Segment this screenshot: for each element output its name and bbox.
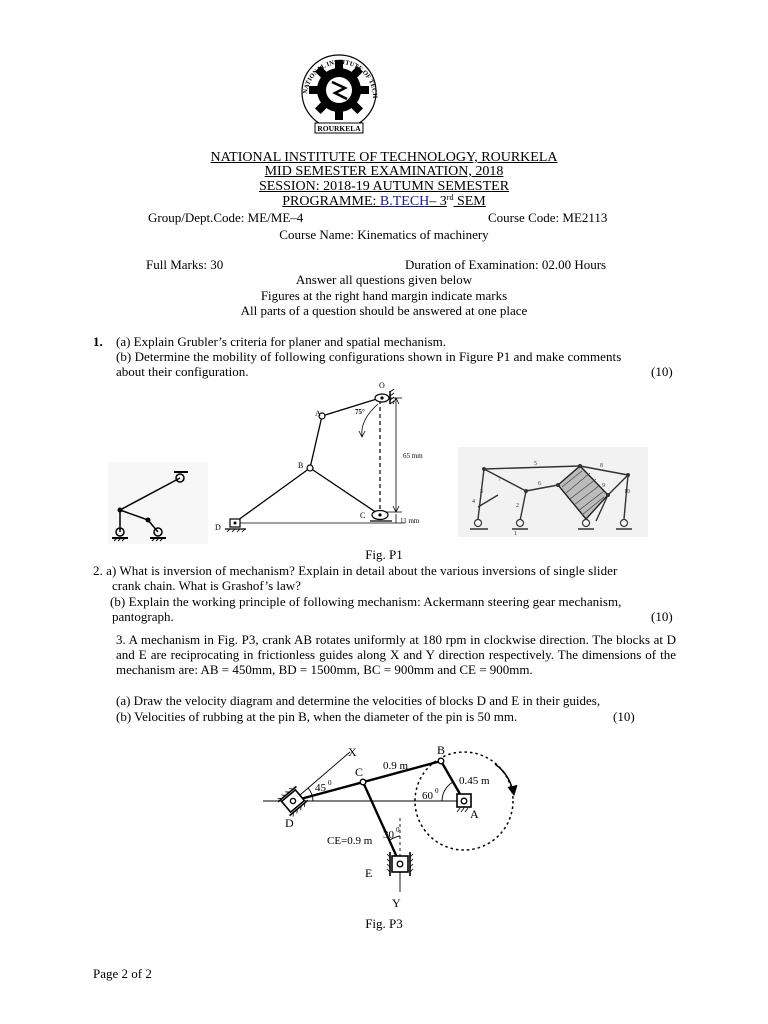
fig-p1-num-2: 2 bbox=[516, 503, 519, 509]
q2-part-a-line2: crank chain. What is Grashof’s law? bbox=[112, 578, 301, 593]
fig-p1-num-10: 10 bbox=[624, 489, 630, 495]
programme-link[interactable]: B.TECH bbox=[379, 194, 430, 209]
fig-p3-angle45: 45 bbox=[315, 782, 326, 794]
q3-part-b: (b) Velocities of rubbing at the pin B, when the diameter of the pin is 50 mm. bbox=[116, 709, 518, 724]
fig-p3-angle30: 30 bbox=[383, 829, 394, 841]
fig-p3-label-y: Y bbox=[392, 896, 401, 910]
fig-p3-bc-label: 0.9 m bbox=[383, 760, 409, 772]
logo-arc-text: NATIONAL INSTITUTE OF TECHNOLOGY bbox=[292, 47, 379, 99]
course-code: Course Code: ME2113 bbox=[488, 210, 608, 225]
group-code: Group/Dept.Code: ME/ME–4 bbox=[148, 210, 304, 225]
q1-number: 1. bbox=[93, 334, 103, 349]
fig-p3-caption: Fig. P3 bbox=[365, 916, 403, 931]
exam-duration: Duration of Examination: 02.00 Hours bbox=[405, 257, 607, 272]
session-line: SESSION: 2018-19 AUTUMN SEMESTER bbox=[258, 179, 510, 194]
programme-suffix: SEM bbox=[453, 194, 486, 209]
fig-p1-num-5: 5 bbox=[534, 461, 537, 467]
fig-p3-ab-label: 0.45 m bbox=[459, 775, 490, 787]
instruction-1: Answer all questions given below bbox=[295, 272, 473, 287]
q2-part-a-line1: 2. a) What is inversion of mechanism? Explain in detail about the various inversions of single slider bbox=[93, 563, 618, 578]
full-marks: Full Marks: 30 bbox=[146, 257, 224, 272]
q2-marks: (10) bbox=[651, 609, 673, 624]
fig-p1-angle-label: 75° bbox=[355, 408, 365, 416]
exam-title: MID SEMESTER EXAMINATION, 2018 bbox=[264, 164, 504, 179]
q3-marks: (10) bbox=[613, 709, 635, 724]
q3-text: 3. A mechanism in Fig. P3, crank AB rotates uniformly at 180 rpm in clockwise direction. The blocks at D and E are reciprocating in frictionless guides along X and Y direction respectively. The dimensions of the mechanism are: AB = 450mm, BD = 1500mm, BC = 900mm and CE = 900mm. bbox=[116, 632, 676, 677]
institute-name: NATIONAL INSTITUTE OF TECHNOLOGY, ROURKELA bbox=[210, 150, 558, 165]
instruction-2: Figures at the right hand margin indicate marks bbox=[260, 288, 508, 303]
q3-part-a: (a) Draw the velocity diagram and determine the velocities of blocks D and E in their guides, bbox=[116, 693, 601, 708]
programme-sup: rd bbox=[446, 193, 454, 202]
programme-dash: – 3 bbox=[429, 194, 447, 209]
fig-p1-label-a: A bbox=[315, 409, 321, 418]
programme-prefix: PROGRAMME: bbox=[282, 194, 380, 209]
fig-p1-label-o: O bbox=[379, 381, 385, 390]
fig-p3-label-b: B bbox=[437, 743, 446, 757]
fig-p1-num-6: 6 bbox=[538, 481, 541, 487]
q1-marks: (10) bbox=[651, 364, 673, 379]
fig-p1-num-8: 8 bbox=[600, 463, 603, 469]
fig-p3-ce-label: CE=0.9 m bbox=[327, 835, 373, 847]
fig-p1-num-1: 1 bbox=[514, 531, 517, 537]
fig-p1-num-3: 3 bbox=[480, 489, 483, 495]
fig-p1-num-9: 9 bbox=[602, 483, 605, 489]
fig-p3-mechanism bbox=[255, 740, 545, 910]
instruction-3: All parts of a question should be answered at one place bbox=[240, 303, 528, 318]
course-name: Course Name: Kinematics of machinery bbox=[279, 227, 489, 242]
fig-p3-angle60: 60 bbox=[422, 790, 433, 802]
fig-p3-deg30: 0 bbox=[396, 826, 400, 834]
fig-p3-deg60: 0 bbox=[435, 787, 439, 795]
fig-p3-label-a: A bbox=[470, 807, 479, 821]
fig-p3-deg45: 0 bbox=[328, 779, 332, 787]
fig-p1-linkage bbox=[210, 380, 450, 540]
q1-part-a: (a) Explain Grubler’s criteria for planer and spatial mechanism. bbox=[116, 334, 447, 349]
logo-rourkela-text: ROURKELA bbox=[317, 124, 361, 133]
fig-p1-num-7: 7 bbox=[498, 477, 501, 483]
q2-part-b-line1: (b) Explain the working principle of following mechanism: Ackermann steering gear mechanism, bbox=[110, 594, 622, 609]
fig-p3-label-d: D bbox=[285, 816, 294, 830]
fig-p3-label-x: X bbox=[348, 745, 357, 759]
page-number: Page 2 of 2 bbox=[93, 966, 152, 981]
fig-p1-offset-label: 11 mm bbox=[400, 517, 420, 525]
fig-p1-label-c: C bbox=[360, 511, 366, 520]
institute-logo bbox=[292, 47, 385, 142]
fig-p1-multilink bbox=[458, 447, 648, 537]
q1-part-b-line1: (b) Determine the mobility of following configurations shown in Figure P1 and make comments bbox=[116, 349, 622, 364]
fig-p1-num-4: 4 bbox=[472, 499, 475, 505]
programme-line bbox=[0, 194, 768, 209]
fig-p1-label-b: B bbox=[298, 461, 304, 470]
fig-p1-sketch-a bbox=[108, 462, 208, 544]
fig-p3-label-e: E bbox=[365, 866, 373, 880]
fig-p3-label-c: C bbox=[355, 765, 364, 779]
fig-p1-height-label: 65 mm bbox=[403, 452, 423, 460]
fig-p1-label-d: D bbox=[215, 523, 221, 532]
fig-p1-caption: Fig. P1 bbox=[365, 547, 403, 562]
q2-part-b-line2: pantograph. bbox=[112, 609, 174, 624]
q1-part-b-line2: about their configuration. bbox=[116, 364, 249, 379]
